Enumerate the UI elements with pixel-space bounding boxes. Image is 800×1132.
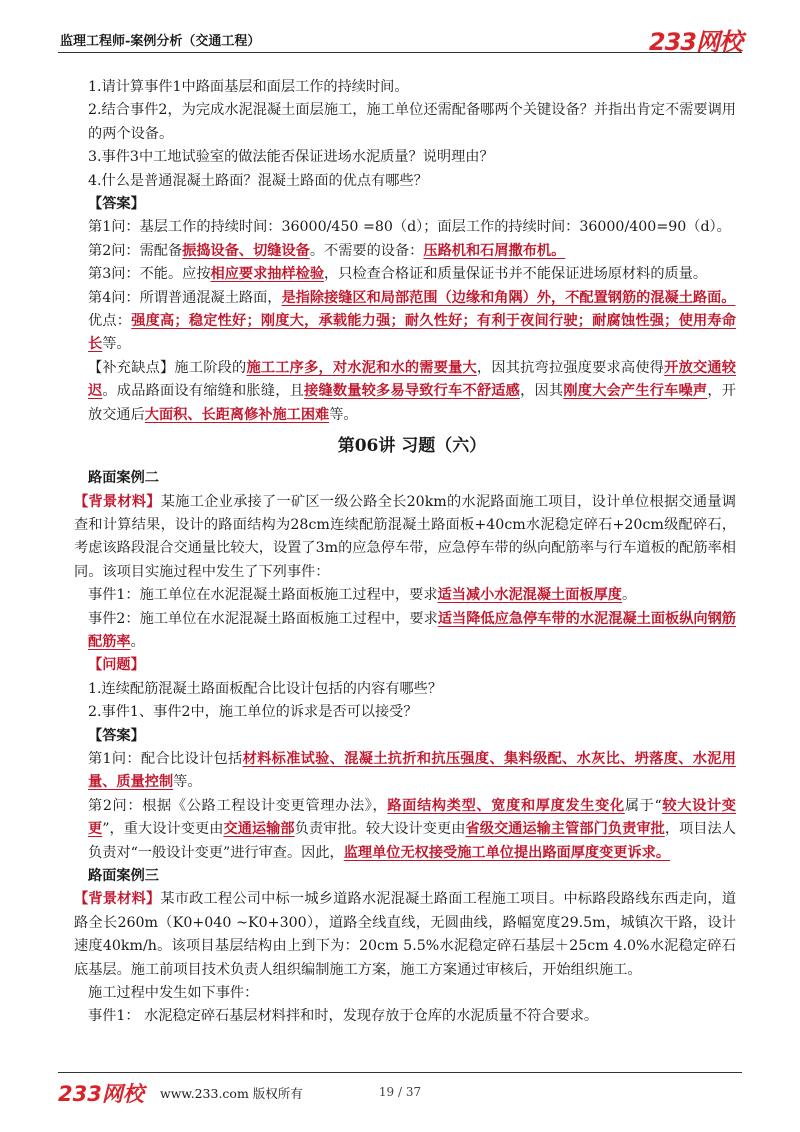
case2-answer-2: 第2问：根据《公路工程设计变更管理办法》，路面结构类型、宽度和厚度发生变化属于“较大设计变更”，重大设计变更由交通运输部负责审批。较大设计变更由省级交通运输主管部门负责审批，项目法人负责对“一般设计变更”进行审查。因此，监理单位无权接受施工单位提出路面厚度变更诉求。	[88, 797, 736, 861]
header-title: 监理工程师-案例分析（交通工程）	[60, 34, 261, 49]
case3-background: 【背景材料】某市政工程公司中标一城乡道路水泥混凝土路面工程施工项目。中标路段路线东西走向，道路全长260m（K0+040 ~K0+300），道路全线直线，无圆曲线，路幅宽度29.5m，城镇次干路，设计速度40km/h。该项目基层结构由上到下为：20cm 5.5%水泥稳定碎石基层＋25cm 4.0%水泥稳定碎石底基层。施工前项目技术负责人组织编制施工方案，施工方案通过审核后，开始组织施工。	[74, 891, 736, 978]
case2-question-2: 2.事件1、事件2中，施工单位的诉求是否可以接受？	[88, 704, 418, 721]
answer-1: 第1问：基层工作的持续时间：36000/450 =80（d）；面层工作的持续时间：36000/400=90（d）。	[88, 219, 731, 236]
case2-question-label: 【问题】	[88, 657, 145, 674]
footer-divider	[58, 1072, 742, 1073]
case3-heading: 路面案例三	[88, 868, 159, 884]
case2-question-1: 1.连续配筋混凝土路面板配合比设计包括的内容有哪些？	[88, 680, 443, 697]
document-body	[74, 76, 736, 1029]
case2-event-2: 事件2：施工单位在水泥混凝土路面板施工过程中，要求适当降低应急停车带的水泥混凝土面板纵向钢筋配筋率。	[88, 610, 736, 650]
question-3: 3.事件3中工地试验室的做法能否保证进场水泥质量？说明理由？	[88, 149, 494, 166]
case2-background: 【背景材料】某施工企业承接了一矿区一级公路全长20km的水泥路面施工项目，设计单位根据交通量调查和计算结果，设计的路面结构为28cm连续配筋混凝土路面板+40cm水泥稳定碎石+20cm级配碎石，考虑该路段混合交通量比较大，设置了3m的应急停车带，应急停车带的纵向配筋率与行车道板的配筋率相同。该项目实施过程中发生了下列事件：	[74, 493, 736, 580]
answer-2: 第2问：需配备振捣设备、切缝设备。不需要的设备：压路机和石屑撒布机。	[88, 242, 566, 259]
supplementary-disadvantages: 【补充缺点】施工阶段的施工工序多，对水泥和水的需要量大，因其抗弯拉强度要求高使得开放交通较迟。成品路面设有缩缝和胀缝，且接缝数量较多易导致行车不舒适感，因其刚度大会产生行车噪声，开放交通后大面积、长距离修补施工困难等。	[88, 359, 736, 423]
page-header	[58, 22, 742, 56]
answer-4: 第4问：所谓普通混凝土路面，是指除接缝区和局部范围（边缘和角隅）外，不配置钢筋的混凝土路面。	[88, 289, 736, 306]
footer-copyright: www.233.com 版权所有	[160, 1086, 303, 1101]
case2-answer-1: 第1问：配合比设计包括材料标准试验、混凝土抗折和抗压强度、集料级配、水灰比、坍落度、水泥用量、质量控制等。	[88, 750, 736, 791]
header-divider	[58, 52, 742, 53]
footer-logo: 233网校	[58, 1082, 144, 1106]
case3-event-1: 事件1： 水泥稳定碎石基层材料拌和时，发现存放于仓库的水泥质量不符合要求。	[88, 1008, 599, 1025]
answer-3: 第3问：不能。应按相应要求抽样检验，只检查合格证和质量保证书并不能保证进场原材料的质量。	[88, 266, 708, 283]
page-number: 19 / 37	[378, 1085, 422, 1099]
case2-answer-label: 【答案】	[88, 727, 145, 744]
advantages: 优点：强度高；稳定性好；刚度大，承载能力强；耐久性好；有利于夜间行驶；耐腐蚀性强；使用寿命长等。	[88, 313, 736, 353]
case2-event-1: 事件1：施工单位在水泥混凝土路面板施工过程中，要求适当减小水泥混凝土面板厚度。	[88, 587, 637, 604]
question-2: 2.结合事件2，为完成水泥混凝土面层施工，施工单位还需配备哪两个关键设备？并指出肯定不需要调用的两个设备。	[88, 102, 736, 142]
answer-label: 【答案】	[88, 196, 145, 213]
question-1: 1.请计算事件1中路面基层和面层工作的持续时间。	[88, 79, 409, 95]
brand-logo: 233网校	[648, 28, 742, 56]
page-footer	[58, 1078, 742, 1104]
case3-process: 施工过程中发生如下事件：	[88, 985, 259, 1002]
case2-heading: 路面案例二	[88, 470, 159, 487]
question-4: 4.什么是普通混凝土路面？混凝土路面的优点有哪些？	[88, 172, 428, 189]
section-title: 第06讲 习题（六）	[337, 436, 487, 457]
